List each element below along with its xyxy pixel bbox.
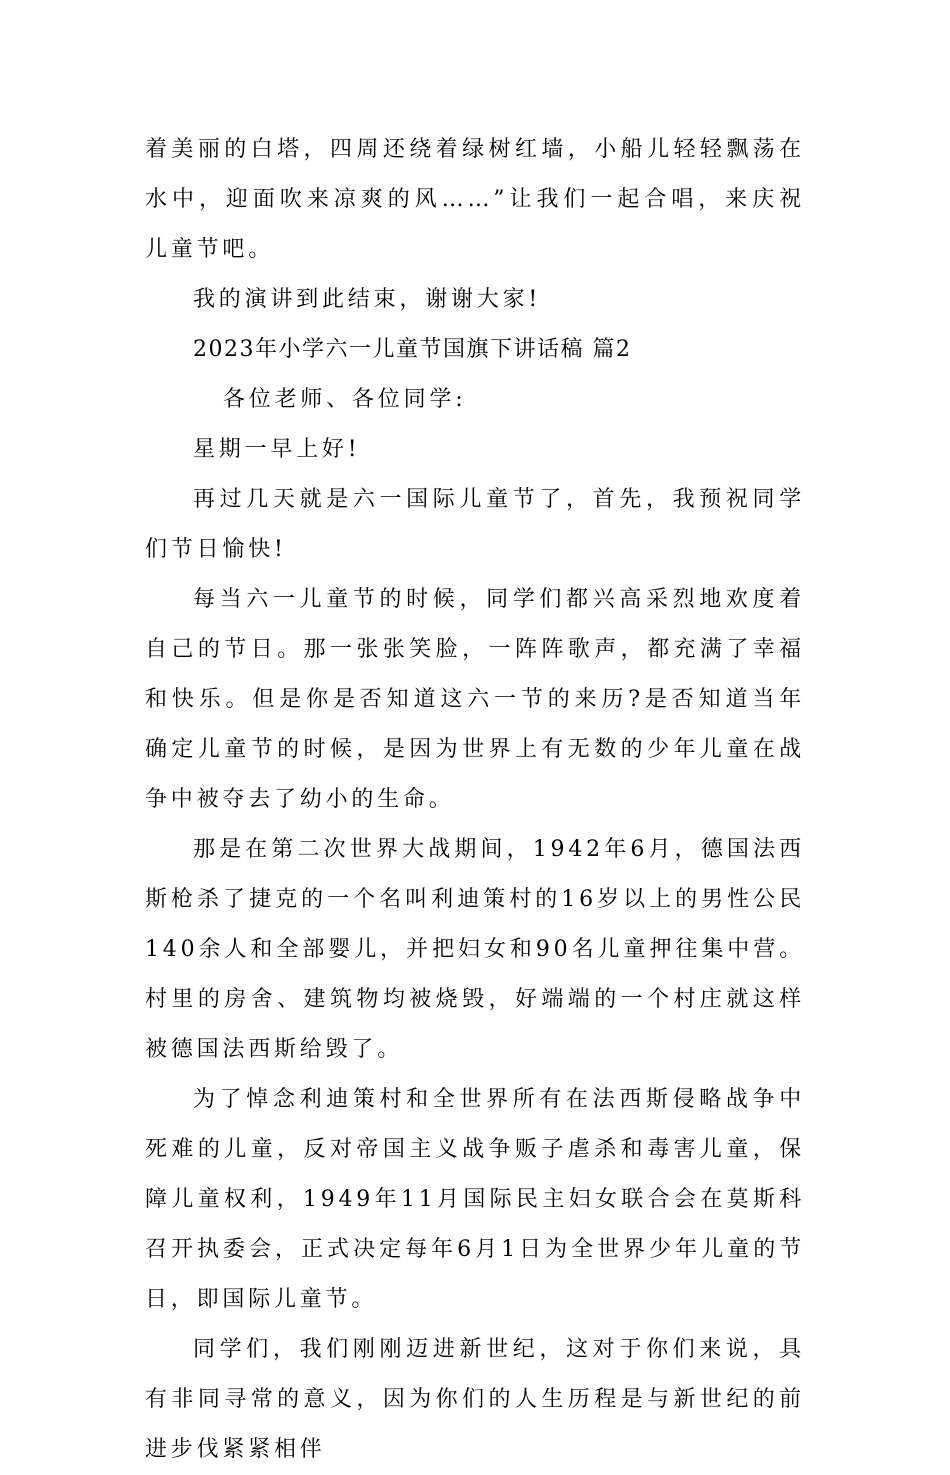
salutation: 各位老师、各位同学: (223, 387, 467, 412)
paragraph-continuation: 着美丽的白塔，四周还绕着绿树红墙，小船儿轻轻飘荡在水中，迎面吹来凉爽的风……”让我们一起合唱，来庆祝儿童节吧。 (145, 137, 805, 262)
paragraph-new-century: 同学们，我们刚刚迈进新世纪，这对于你们来说，具有非同寻常的意义，因为你们的人生历程是与新世纪的前进步伐紧紧相伴 (145, 1337, 805, 1462)
paragraph-history: 那是在第二次世界大战期间，1942年6月，德国法西斯枪杀了捷克的一个名叫利迪策村的16岁以上的男性公民140余人和全部婴儿，并把妇女和90名儿童押往集中营。村里的房舍、建筑物均被烧毁，好端端的一个村庄就这样被德国法西斯给毁了。 (145, 837, 805, 1062)
paragraph-wishes: 再过几天就是六一国际儿童节了，首先，我预祝同学们节日愉快! (145, 487, 805, 562)
section-heading: 2023年小学六一儿童节国旗下讲话稿 篇2 (193, 337, 632, 362)
greeting: 星期一早上好! (193, 437, 361, 462)
paragraph-closing: 我的演讲到此结束，谢谢大家! (193, 287, 542, 312)
paragraph-memorial: 为了悼念利迪策村和全世界所有在法西斯侵略战争中死难的儿童，反对帝国主义战争贩子虐杀和毒害儿童，保障儿童权利，1949年11月国际民主妇女联合会在莫斯科召开执委会，正式决定每年6月1日为全世界少年儿童的节日，即国际儿童节。 (145, 1087, 805, 1312)
paragraph-origin: 每当六一儿童节的时候，同学们都兴高采烈地欢度着自己的节日。那一张张笑脸，一阵阵歌声，都充满了幸福和快乐。但是你是否知道这六一节的来历?是否知道当年确定儿童节的时候，是因为世界上有无数的少年儿童在战争中被夺去了幼小的生命。 (145, 587, 805, 812)
